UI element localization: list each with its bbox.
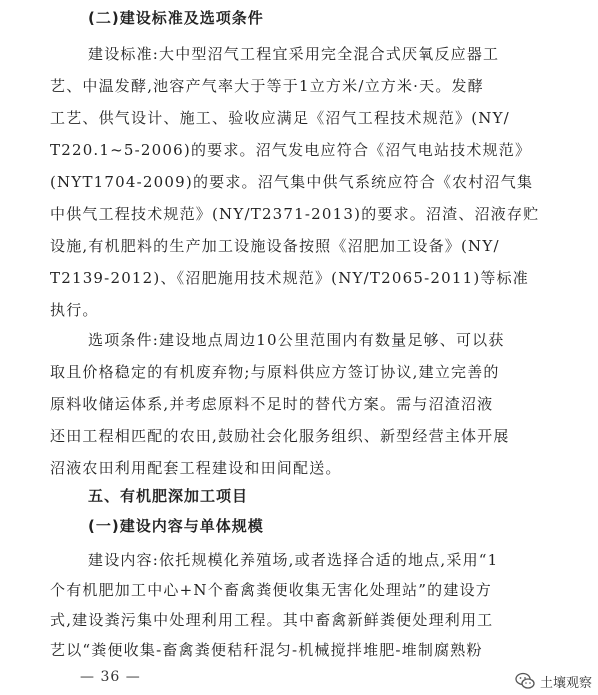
paragraph-line: 原料收储运体系,并考虑原料不足时的替代方案。需与沼渣沼液: [50, 395, 494, 413]
section-heading-organic-fertilizer: 五、有机肥深加工项目: [88, 487, 249, 505]
paragraph-line: 取且价格稳定的有机废弃物;与原料供应方签订协议,建立完善的: [50, 363, 500, 381]
paragraph-line: 设施,有机肥料的生产加工设施设备按照《沼肥加工设备》(NY/: [50, 237, 500, 255]
paragraph-line: 中供气工程技术规范》(NY/T2371-2013)的要求。沼渣、沼液存贮: [50, 205, 540, 223]
paragraph-line: (NYT1704-2009)的要求。沼气集中供气系统应符合《农村沼气集: [50, 173, 534, 191]
paragraph-line: 还田工程相匹配的农田,鼓励社会化服务组织、新型经营主体开展: [50, 427, 510, 445]
paragraph-line: T220.1~5-2006)的要求。沼气发电应符合《沼气电站技术规范》: [50, 141, 532, 159]
paragraph-line: 建设内容:依托规模化养殖场,或者选择合适的地点,采用“1: [88, 551, 499, 569]
watermark: [515, 671, 592, 691]
paragraph-line: 建设标准:大中型沼气工程宜采用完全混合式厌氧反应器工: [88, 45, 500, 63]
page-number: — 36 —: [80, 669, 141, 685]
wechat-icon: [515, 671, 535, 691]
subsection-heading-content-scale: (一)建设内容与单体规模: [88, 517, 264, 535]
paragraph-line: 艺以“粪便收集-畜禽粪便秸秆混匀-机械搅拌堆肥-堆制腐熟粉: [50, 641, 483, 659]
paragraph-line: 艺、中温发酵,池容产气率大于等于1立方米/立方米·天。发酵: [50, 77, 484, 95]
paragraph-line: 个有机肥加工中心+N个畜禽粪便收集无害化处理站”的建设方: [50, 581, 492, 599]
paragraph-line: 沼液农田利用配套工程建设和田间配送。: [50, 459, 342, 477]
paragraph-line: T2139-2012)、《沼肥施用技术规范》(NY/T2065-2011)等标准: [50, 269, 529, 287]
paragraph-line: 式,建设粪污集中处理利用工程。其中畜禽新鲜粪便处理利用工: [50, 611, 494, 629]
paragraph-line: 工艺、供气设计、施工、验收应满足《沼气工程技术规范》(NY/: [50, 109, 510, 127]
watermark-text: 土壤观察: [539, 675, 592, 691]
paragraph-line: 选项条件:建设地点周边10公里范围内有数量足够、可以获: [88, 331, 505, 349]
section-heading-standards: (二)建设标准及选项条件: [88, 9, 264, 27]
paragraph-line: 执行。: [50, 301, 99, 319]
